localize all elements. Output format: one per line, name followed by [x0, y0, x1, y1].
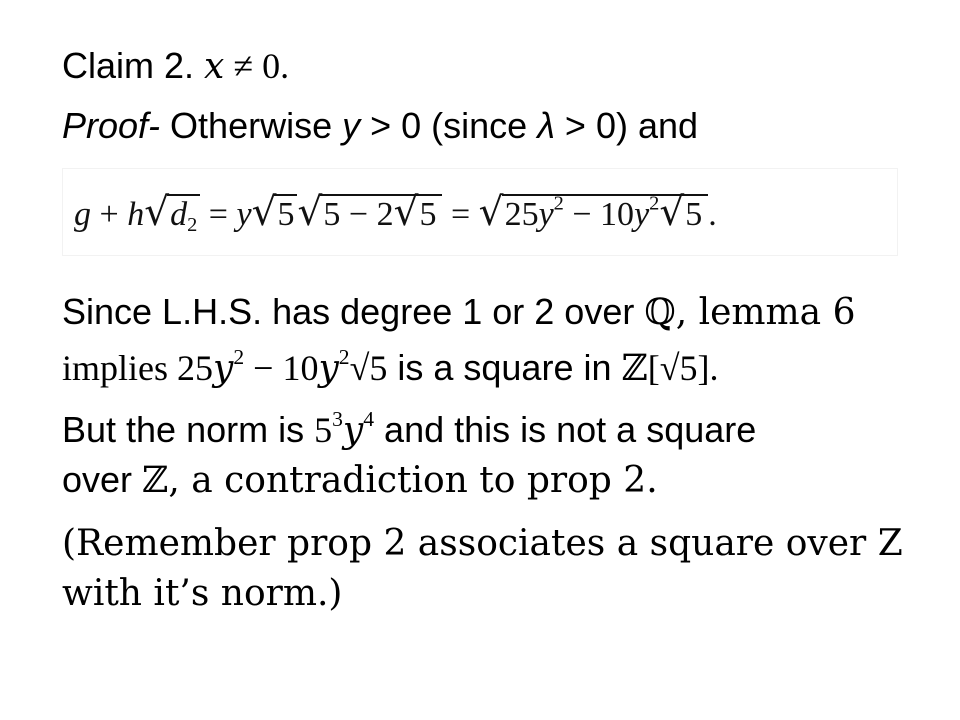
proof-text: Otherwise [160, 105, 343, 146]
p2-implies: implies [62, 348, 177, 388]
eq-rad-inner [320, 190, 442, 235]
p5-text: (Remember prop 2 associates a square over Z [62, 523, 903, 564]
p3-y: 𝑦 [342, 410, 364, 450]
eq-sqrt-5a: √ [251, 190, 277, 235]
p3-base: 5 [314, 410, 333, 450]
eq-equals-1: = [200, 196, 237, 233]
eq-sqrt-5b: √ [393, 190, 419, 235]
paragraph-line-4 [62, 458, 658, 503]
eq-h: h [127, 196, 145, 233]
eq-y: y [236, 196, 252, 233]
claim-line [62, 44, 289, 88]
proof-var-lambda: λ [537, 105, 555, 146]
p2-ring: ℤ[√5]. [621, 348, 719, 388]
claim-statement: 𝑥 ≠ 0. [204, 46, 290, 86]
paragraph-line-1 [62, 290, 855, 335]
p3-text-b: and this is not a square [374, 409, 757, 450]
eq-rhs-sq1: 2 [553, 192, 564, 215]
paragraph-line-6 [62, 572, 342, 616]
p2-text-b: is a square in [387, 347, 622, 388]
claim-label: Claim 2. [62, 45, 195, 86]
eq-rhs-y2: y [634, 196, 650, 233]
p1-text-a: Since L.H.S. has degree 1 or 2 over [62, 291, 645, 332]
proof-line [62, 104, 698, 148]
p4-text-b: , a contradiction to prop 2. [168, 460, 658, 501]
eq-rhs-y1: y [538, 196, 554, 233]
eq-rhs-minus10: − 10 [563, 196, 635, 233]
p6-text: with it’s norm.) [62, 573, 343, 614]
equation-image [62, 168, 898, 256]
proof-cond2: > 0) and [554, 105, 699, 146]
eq-rhs-25: 25 [504, 196, 539, 233]
p2-sup1: 2 [233, 344, 245, 369]
p3-sup1: 3 [332, 406, 343, 431]
proof-label: Proof- [62, 105, 161, 146]
eq-g: g [74, 196, 91, 233]
p4-text-a: over [62, 459, 143, 500]
eq-rhs-sq2: 2 [649, 192, 660, 215]
eq-sqrt-rhs: √ [478, 190, 504, 235]
p3-sup2: 4 [363, 406, 375, 431]
paragraph-line-3 [62, 408, 756, 452]
eq-rad-5b: 5 [416, 194, 439, 233]
eq-sqrt-5c: √ [659, 190, 685, 235]
proof-cond1: > 0 (since [360, 105, 538, 146]
equation [74, 190, 717, 237]
eq-rad-5c: 5 [682, 194, 705, 233]
p2-sup2: 2 [338, 344, 350, 369]
p1-text-b: , lemma 6 [675, 292, 856, 333]
p3-text-a: But the norm is [62, 409, 315, 450]
eq-inner: 5 − 2 [323, 196, 394, 233]
proof-var-y: y [342, 105, 361, 146]
eq-rad-d [167, 194, 200, 237]
p2-root5: √5 [349, 348, 388, 388]
p2-25: 25 [177, 348, 213, 388]
eq-plus: + [91, 196, 128, 233]
paragraph-line-2 [62, 346, 719, 390]
eq-equals-2: = [442, 196, 479, 233]
eq-period: . [708, 196, 717, 233]
paragraph-line-5 [62, 522, 903, 566]
eq-rad-rhs [502, 190, 709, 235]
p1-rationals: ℚ [644, 292, 676, 333]
eq-d: d [170, 196, 188, 233]
eq-rad-5a: 5 [274, 194, 297, 233]
p2-y2: 𝑦 [318, 348, 339, 388]
eq-sqrt-big: √ [297, 190, 323, 235]
eq-sqrt-d: √ [144, 190, 170, 235]
p4-integers: ℤ [142, 460, 169, 501]
p2-y1: 𝑦 [213, 348, 234, 388]
p2-minus10: − 10 [244, 348, 319, 388]
eq-d-sub: 2 [187, 214, 198, 237]
